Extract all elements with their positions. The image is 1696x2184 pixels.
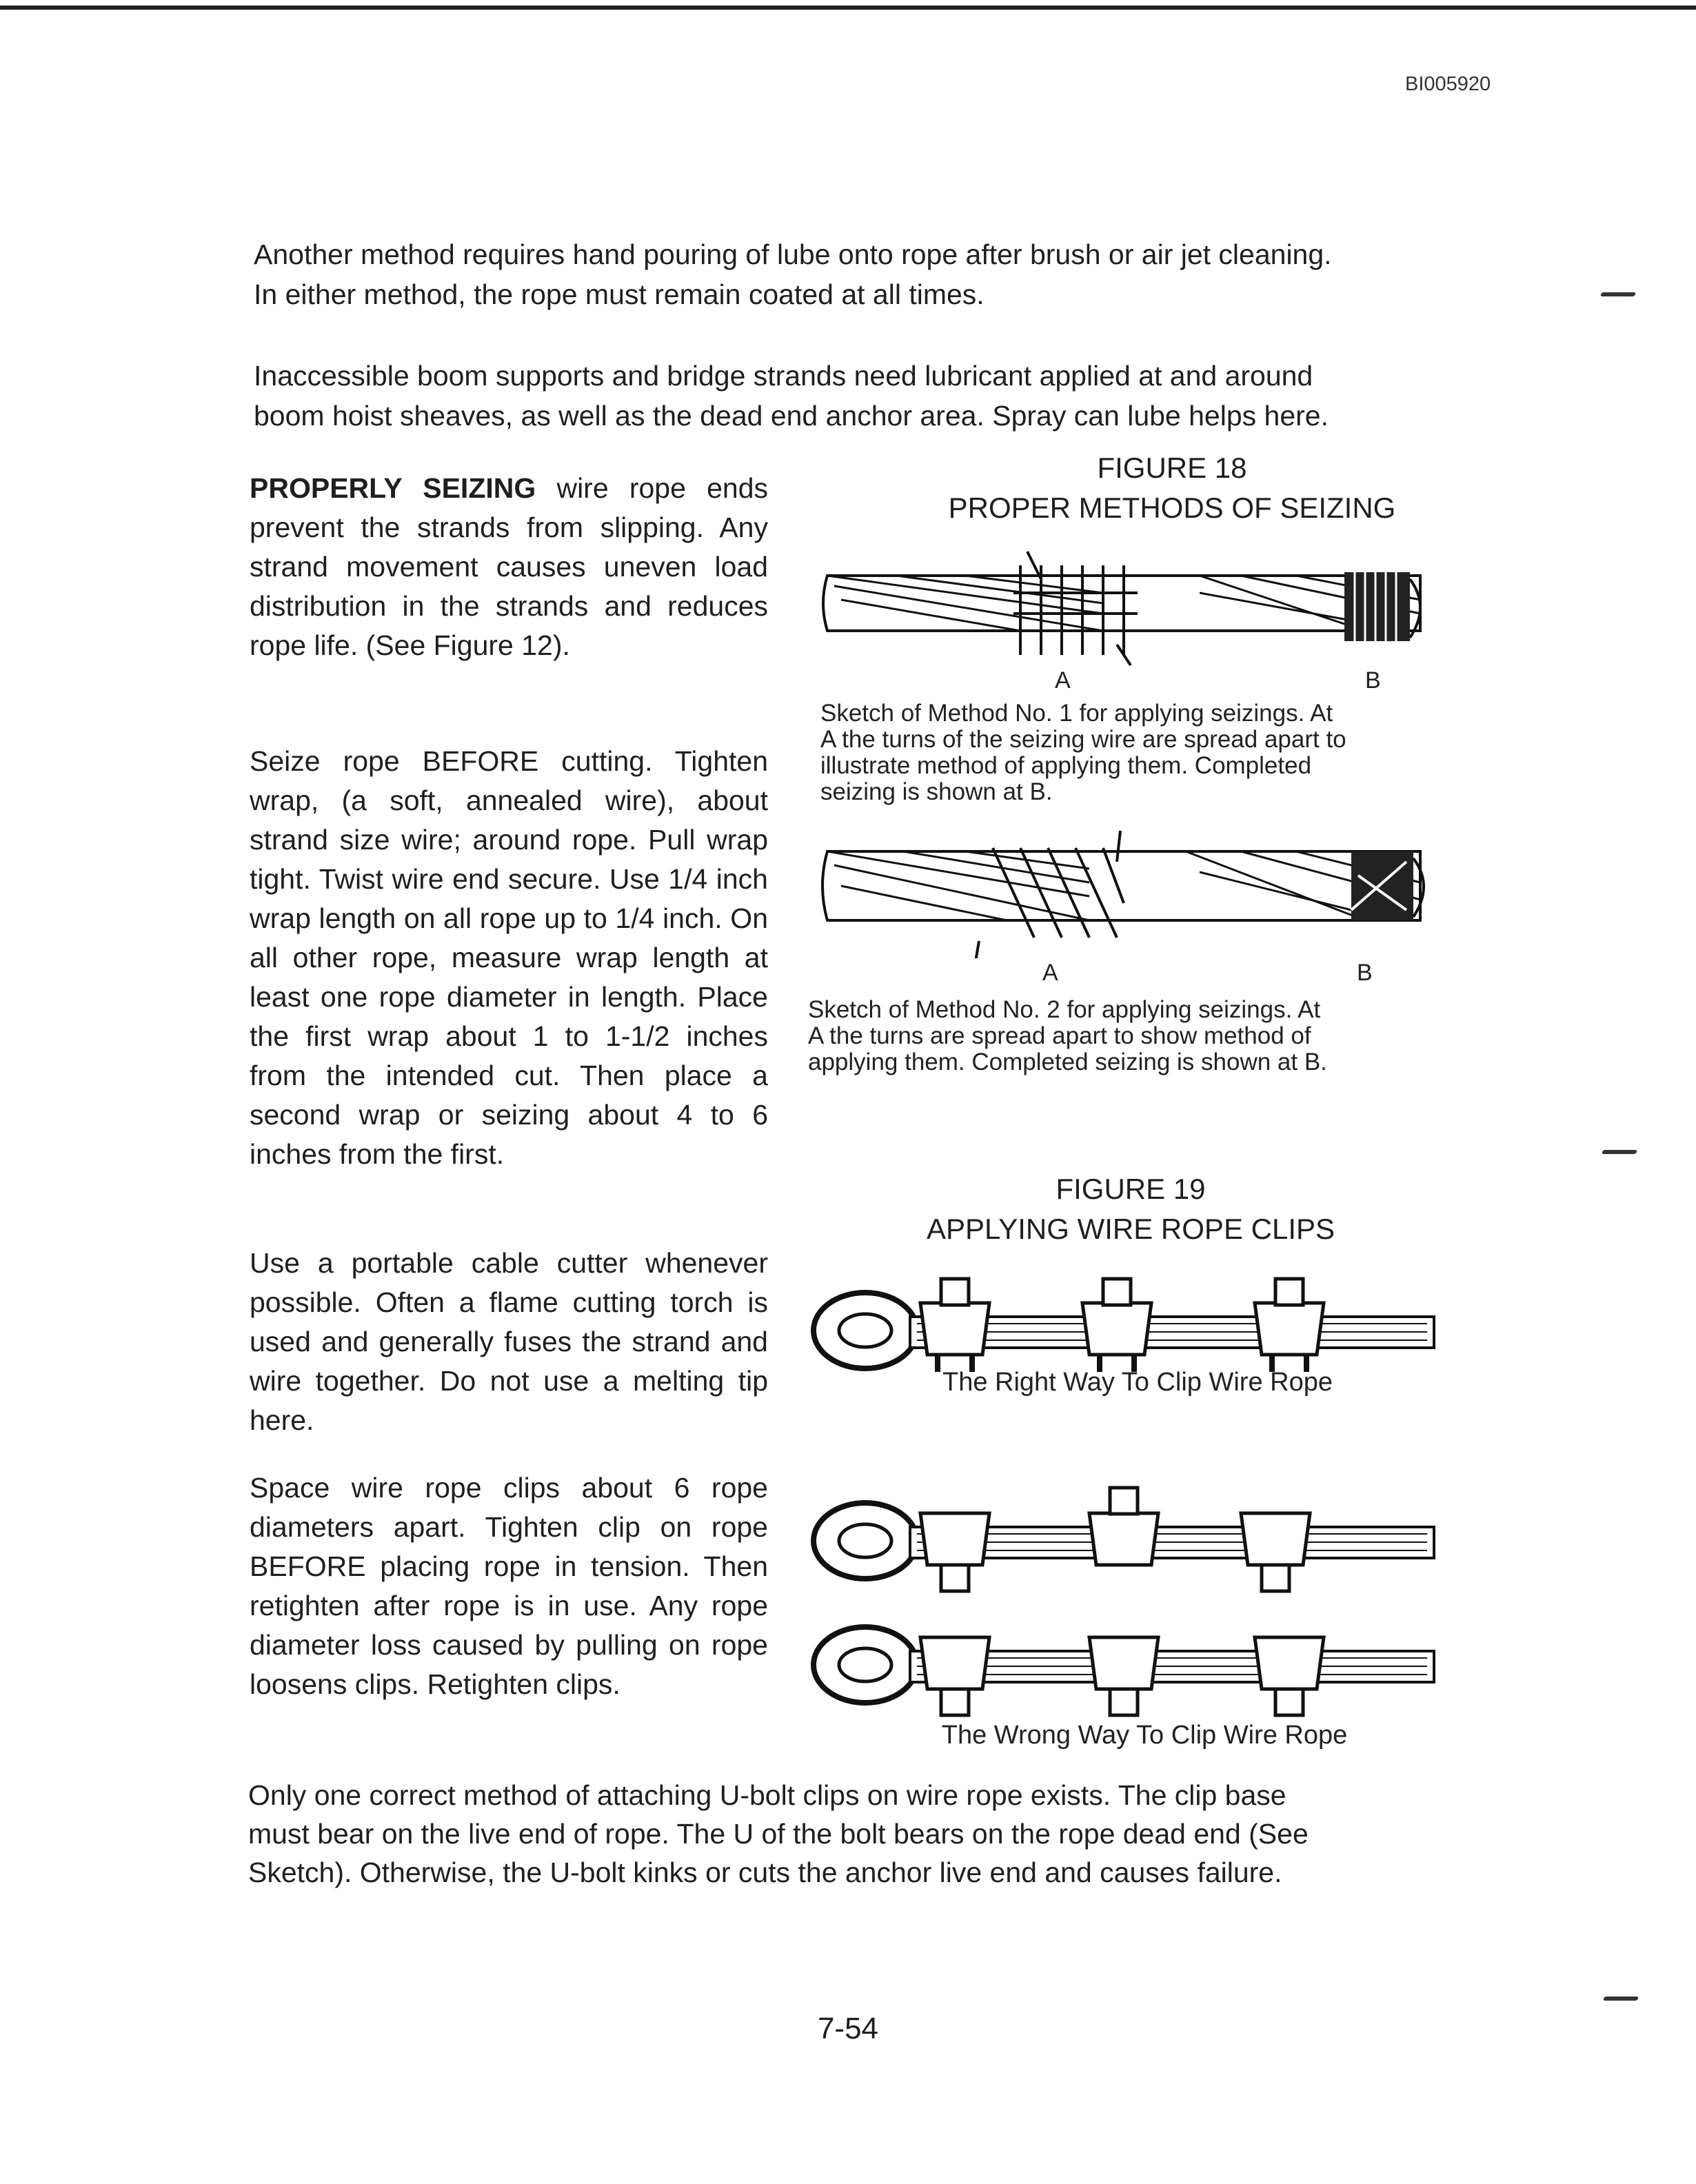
figure-18-sketch-1-label-a: A xyxy=(1055,667,1071,694)
figure-18-heading xyxy=(827,448,1517,528)
caption-line: Sketch of Method No. 2 for applying seizings. At xyxy=(808,996,1321,1023)
intro-line: Another method requires hand pouring of lube onto rope after brush or air jet cleaning. xyxy=(254,239,1332,270)
seizing-method-2-illustration xyxy=(814,820,1448,958)
caption-line: illustrate method of applying them. Completed xyxy=(820,752,1312,779)
closing-line: must bear on the live end of rope. The U of the bolt bears on the rope dead end (See xyxy=(248,1818,1309,1850)
caption-line: seizing is shown at B. xyxy=(820,778,1053,805)
wrong-way-clips-illustration-2 xyxy=(800,1599,1448,1723)
intro-paragraph-2 xyxy=(254,356,1453,436)
seizing-text: wire rope ends prevent the strands from slipping. Any strand movement causes uneven load distribution in the strands and reduces rope life. (See Figure 12). xyxy=(250,472,768,661)
top-rule xyxy=(0,6,1696,10)
figure-18-sketch-1-label-b: B xyxy=(1365,667,1381,694)
edge-mark xyxy=(1602,1150,1637,1154)
right-way-clips-illustration xyxy=(800,1262,1448,1386)
caption-line: A the turns of the seizing wire are spread apart to xyxy=(820,726,1346,753)
intro-line: In either method, the rope must remain coated at all times. xyxy=(254,279,985,310)
page-number: 7-54 xyxy=(817,2012,879,2045)
seizing-paragraph xyxy=(250,469,768,665)
wrong-way-clips-illustration-1 xyxy=(800,1475,1448,1599)
figure-19-number: FIGURE 19 xyxy=(1056,1173,1206,1205)
edge-mark xyxy=(1600,292,1636,296)
caption-line: Sketch of Method No. 1 for applying seizings. At xyxy=(820,700,1333,727)
intro-paragraph-1 xyxy=(254,234,1453,314)
figure-18-caption-2 xyxy=(808,997,1442,1075)
seize-instructions-paragraph: Seize rope BEFORE cutting. Tighten wrap, (a soft, annealed wire), about strand size wire; around rope. Pull wrap tight. Twist wire end secure. Use 1/4 inch wrap length on all rope up to 1/4 inch. On all other rope, measure wrap length at least one rope diameter in length. Place the first wrap about 1 to 1-1/2 inches from the intended cut. Then place a second wrap or seizing about 4 to 6 inches from the first. xyxy=(250,745,768,1170)
closing-paragraph xyxy=(248,1776,1462,1892)
wrong-way-caption: The Wrong Way To Clip Wire Rope xyxy=(941,1721,1348,1750)
document-id: BI005920 xyxy=(1405,73,1491,95)
caption-line: A the turns are spread apart to show method of xyxy=(808,1022,1311,1049)
figure-18-sketch-2-label-b: B xyxy=(1357,960,1373,986)
seizing-lead: PROPERLY SEIZING xyxy=(250,472,536,504)
clip-spacing-paragraph: Space wire rope clips about 6 rope diameters apart. Tighten clip on rope BEFORE placing rope in tension. Then retighten after rope is in use. Any rope diameter loss caused by pulling on rope loosens clips. Retighten clips. xyxy=(250,1472,768,1700)
figure-18-caption-1 xyxy=(820,700,1455,805)
figure-18-number: FIGURE 18 xyxy=(1097,452,1247,484)
figure-18-title: PROPER METHODS OF SEIZING xyxy=(948,492,1396,524)
cutter-paragraph: Use a portable cable cutter whenever possible. Often a flame cutting torch is used and generally fuses the strand and wire together. Do not use a melting tip here. xyxy=(250,1247,768,1436)
edge-mark xyxy=(1603,1996,1639,2001)
intro-line: boom hoist sheaves, as well as the dead end anchor area. Spray can lube helps here. xyxy=(254,400,1329,432)
closing-line: Sketch). Otherwise, the U-bolt kinks or cuts the anchor live end and causes failure. xyxy=(248,1857,1282,1888)
figure-19-heading xyxy=(786,1169,1475,1249)
closing-line: Only one correct method of attaching U-bolt clips on wire rope exists. The clip base xyxy=(248,1779,1286,1811)
figure-19-title: APPLYING WIRE ROPE CLIPS xyxy=(926,1213,1335,1245)
caption-line: applying them. Completed seizing is shown at B. xyxy=(808,1049,1327,1075)
seizing-method-1-illustration xyxy=(814,538,1448,669)
figure-18-sketch-2-label-a: A xyxy=(1042,960,1058,986)
right-way-caption: The Right Way To Clip Wire Rope xyxy=(942,1368,1333,1397)
intro-line: Inaccessible boom supports and bridge strands need lubricant applied at and around xyxy=(254,360,1313,392)
